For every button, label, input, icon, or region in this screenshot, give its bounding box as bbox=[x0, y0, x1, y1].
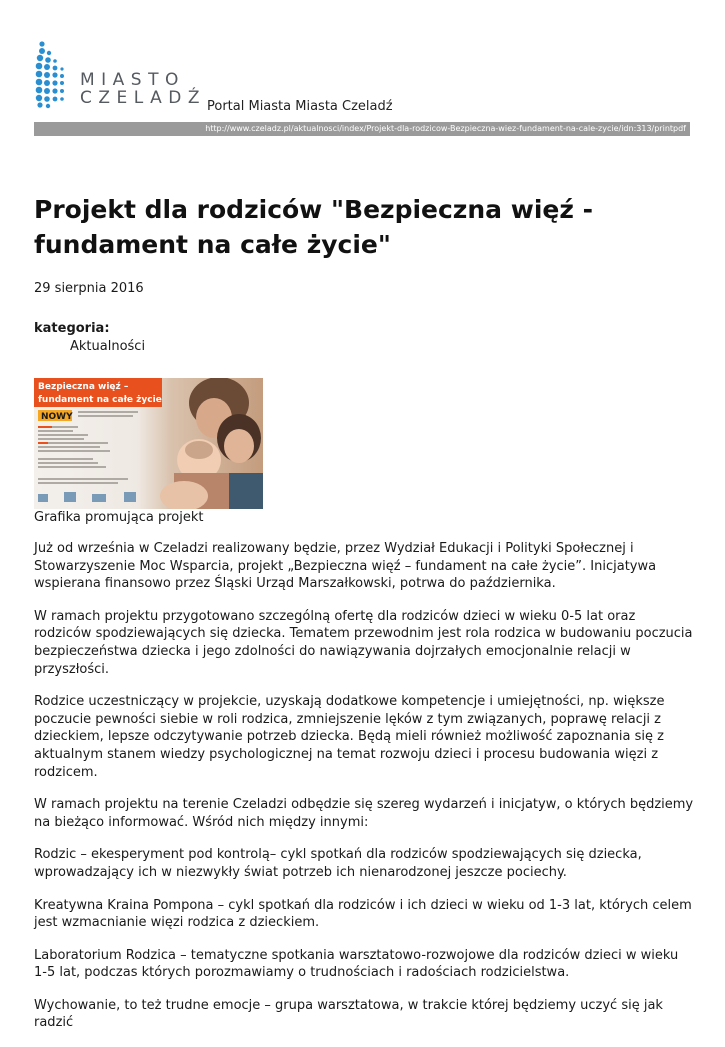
promo-headline-1: Bezpieczna więź – bbox=[38, 382, 129, 392]
city-logo-icon bbox=[34, 40, 74, 110]
paragraph: Wychowanie, to też trudne emocje – grupa warsztatowa, w trakcie której będziemy uczyć się jak radzić bbox=[34, 997, 663, 1031]
promo-headline-2: fundament na całe życie bbox=[38, 395, 162, 405]
image-caption: Grafika promująca projekt bbox=[34, 510, 204, 525]
article-title: Projekt dla rodziców "Bezpieczna więź - fundament na całe życie" bbox=[34, 195, 593, 259]
promo-image bbox=[34, 378, 263, 509]
paragraph: W ramach projektu przygotowano szczególną ofertę dla rodziców dzieci w wieku 0-5 lat oraz rodziców spodziewających się dziecka. Tematem przewodnim jest rola rodzica w budowaniu poczucia bezpieczeństwa dziecka i jego zdolności do nawiązywania dojrzałych emocjonalnie relacji w przyszłości. bbox=[34, 608, 693, 677]
promo-logos bbox=[38, 492, 136, 502]
page-url[interactable]: http://www.czeladz.pl/aktualnosci/index/Projekt-dla-rodzicow-Bezpieczna-wiez-fundament-na-cale-zycie/idn:313/printpdf bbox=[205, 124, 686, 133]
promo-badge: NOWY bbox=[41, 412, 73, 422]
paragraph: Kreatywna Kraina Pompona – cykl spotkań dla rodziców i ich dzieci w wieku od 1-3 lat, których celem jest wzmacnianie więzi rodzica z dzieckiem. bbox=[34, 897, 692, 931]
paragraph: Laboratorium Rodzica – tematyczne spotkania warsztatowo-rozwojowe dla rodziców dzieci w wieku 1-5 lat, podczas których porozmawiamy o trudnościach i radościach rodzicielstwa. bbox=[34, 947, 679, 981]
paragraph: Już od września w Czeladzi realizowany będzie, przez Wydział Edukacji i Polityki Społecznej i Stowarzyszenie Moc Wsparcia, projekt „Bezpieczna więź – fundament na całe życie”. Inicjatywa wspierana finansowo przez Śląski Urząd Marszałkowski, potrwa do października. bbox=[34, 541, 657, 592]
promo-graphic bbox=[34, 378, 263, 509]
article-body bbox=[34, 540, 694, 1047]
category-value[interactable]: Aktualności bbox=[70, 339, 146, 354]
paragraph: Rodzic – ekesperyment pod kontrolą– cykl spotkań dla rodziców spodziewających się dziecka, wprowadzający ich w niezwykły świat potrzeb ich nienarodzonej jeszcze pociechy. bbox=[34, 847, 642, 880]
paragraph: Rodzice uczestniczący w projekcie, uzyskają dodatkowe kompetencje i umiejętności, np. większe poczucie pewności siebie w roli rodzica, zmniejszenie lęków z tym związanych, poprawę relacji z dzieckiem, lepsze odczytywanie potrzeb dziecka. Będą mieli również możliwość zapoznania się z aktualnym stanem wiedzy psychologicznej na temat rozwoju dzieci i procesu budowania więzi z rodzicem. bbox=[34, 694, 665, 780]
promo-photo bbox=[160, 378, 263, 509]
url-bar bbox=[34, 122, 690, 136]
logo-text-line2: CZELADŹ bbox=[80, 88, 206, 108]
paragraph: W ramach projektu na terenie Czeladzi odbędzie się szereg wydarzeń i inicjatyw, o których będziemy na bieżąco informować. Wśród nich między innymi: bbox=[34, 797, 694, 830]
logo-text-line1: MIASTO bbox=[80, 70, 185, 90]
article-date: 29 sierpnia 2016 bbox=[34, 281, 144, 296]
portal-name: Portal Miasta Miasta Czeladź bbox=[207, 99, 393, 114]
category-label: kategoria: bbox=[34, 321, 110, 336]
